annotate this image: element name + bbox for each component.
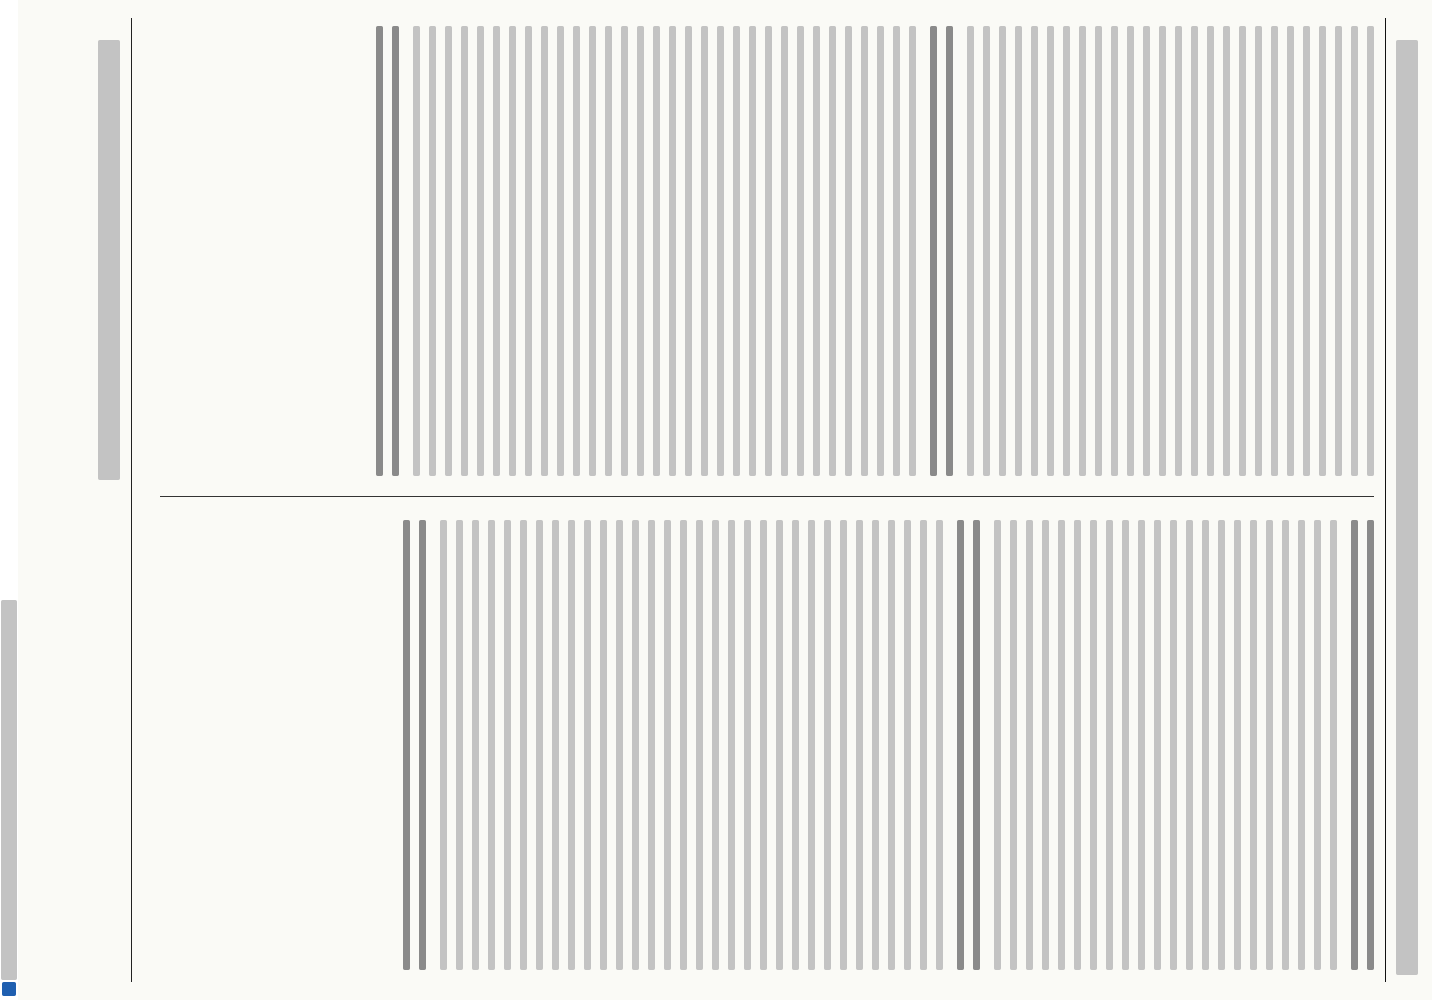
speaker-block [957, 520, 980, 970]
text-block [413, 26, 916, 476]
text-block [440, 520, 943, 970]
column-divider [160, 496, 1374, 497]
proceedings-footer [98, 40, 120, 480]
dfg-logo-icon [2, 982, 16, 996]
text-block [994, 520, 1337, 970]
speaker-block [403, 520, 426, 970]
footer-rule [131, 18, 132, 982]
speaker-block [930, 26, 953, 476]
running-head [1396, 40, 1418, 960]
text-block [967, 26, 1374, 476]
column-left [120, 26, 1374, 476]
header-rule [1385, 18, 1386, 982]
digitization-strip [0, 0, 18, 1000]
speaker-block [376, 26, 399, 476]
column-right [120, 520, 1374, 970]
page-number [1396, 935, 1418, 975]
digitization-credit [1, 600, 17, 980]
speaker-block [1351, 520, 1374, 970]
